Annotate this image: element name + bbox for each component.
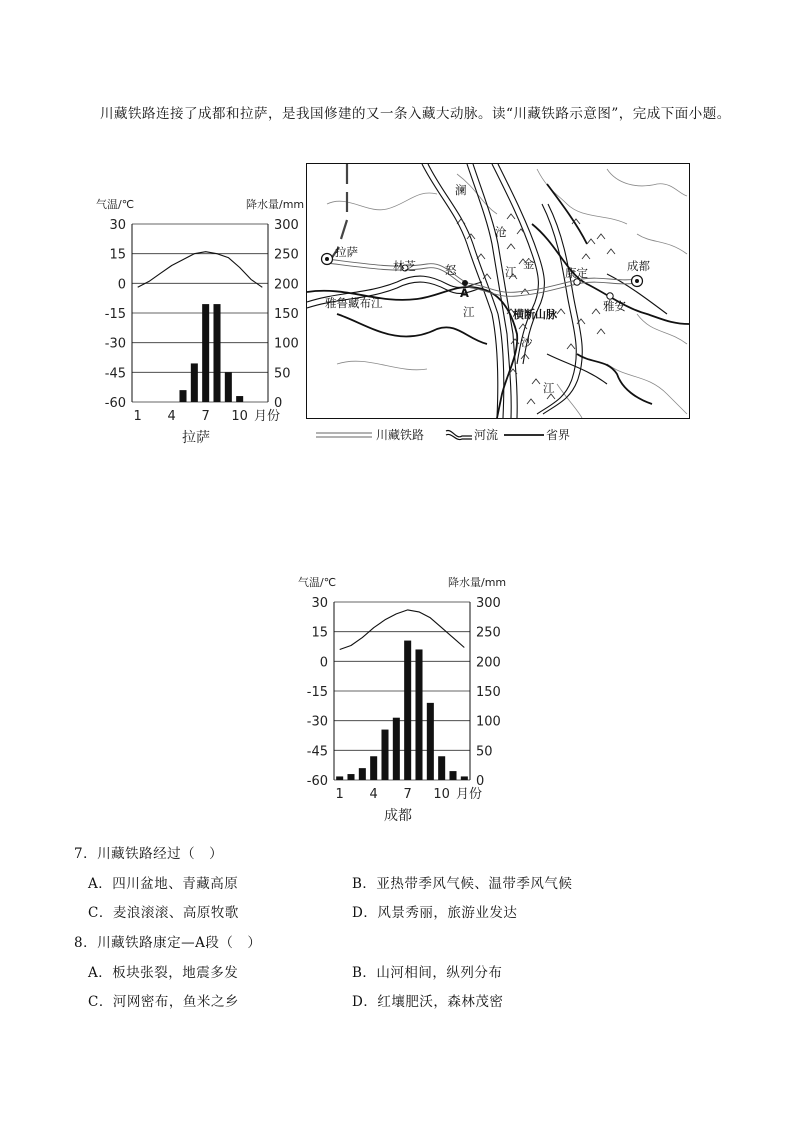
x-tick-label: 1 [335, 787, 344, 802]
left-axis-title: 气温/℃ [298, 576, 337, 589]
label-nu-2: 江 [463, 305, 475, 319]
label-jinsha-2: 沙 [521, 335, 533, 349]
right-tick-label: 150 [476, 685, 501, 700]
railway-map [306, 163, 690, 419]
x-tick-label: 10 [231, 409, 248, 424]
precipitation-bar [415, 649, 422, 780]
railway-legend-icon [316, 430, 372, 440]
legend-river-label: 河流 [474, 428, 499, 442]
left-tick-label: -30 [104, 336, 126, 352]
precipitation-bar [427, 703, 434, 780]
right-tick-label: 250 [476, 625, 501, 641]
precipitation-bar [202, 304, 209, 402]
label-lancang-2: 沧 [495, 225, 507, 239]
x-tick-label: 7 [201, 409, 210, 424]
legend-border-label: 省界 [546, 428, 571, 442]
question-8-option-b[interactable]: B．山河相间，纵列分布 [352, 965, 503, 981]
right-tick-label: 50 [274, 366, 291, 382]
question-7-stem: 7．川藏铁路经过（ ） [74, 846, 224, 862]
left-tick-label: -15 [306, 685, 328, 700]
precipitation-bar [404, 641, 411, 780]
left-tick-label: 0 [117, 277, 126, 293]
precipitation-bar [438, 756, 445, 780]
temperature-line [340, 610, 465, 650]
left-tick-label: -45 [306, 744, 328, 760]
x-axis-title: 月份 [456, 787, 483, 802]
right-tick-label: 300 [476, 596, 501, 611]
chart-title: 拉萨 [182, 430, 210, 446]
x-tick-label: 1 [133, 409, 142, 424]
label-kangding: 康定 [565, 266, 588, 280]
left-tick-label: 15 [311, 625, 328, 641]
left-tick-label: -60 [104, 396, 126, 411]
left-tick-label: 0 [319, 655, 328, 671]
x-tick-label: 10 [433, 787, 450, 802]
precipitation-bar [393, 718, 400, 780]
right-tick-label: 100 [476, 714, 501, 730]
right-tick-label: 100 [274, 336, 299, 352]
left-tick-label: -60 [306, 774, 328, 789]
map-legend [316, 426, 576, 443]
label-lancang-1: 澜 [455, 183, 467, 197]
lhasa-climate-svg [96, 192, 316, 452]
label-hengduan: 横断山脉 [513, 308, 557, 321]
x-tick-label: 4 [167, 409, 176, 424]
precipitation-bar [359, 768, 366, 780]
right-tick-label: 300 [274, 218, 299, 233]
railway-map-svg [307, 164, 689, 418]
right-axis-title: 降水量/mm [246, 198, 305, 211]
question-7-option-c[interactable]: C．麦浪滚滚、高原牧歌 [88, 905, 239, 921]
label-jinsha-3: 江 [543, 381, 555, 395]
left-tick-label: -45 [104, 366, 126, 382]
label-nu-1: 怒 [445, 263, 457, 277]
river-legend-icon [444, 428, 474, 442]
left-tick-label: 30 [311, 596, 328, 611]
question-8-option-a[interactable]: A．板块张裂，地震多发 [88, 965, 239, 981]
question-8-option-d[interactable]: D．红壤肥沃，森林茂密 [352, 994, 504, 1010]
precipitation-bar [213, 304, 220, 402]
question-7-option-d[interactable]: D．风景秀丽，旅游业发达 [352, 905, 518, 921]
question-7-option-b[interactable]: B．亚热带季风气候、温带季风气候 [352, 876, 573, 892]
border-legend-icon [504, 430, 544, 440]
right-tick-label: 0 [274, 396, 283, 411]
temperature-line [138, 252, 263, 288]
left-tick-label: -30 [306, 714, 328, 730]
right-tick-label: 250 [274, 247, 299, 263]
label-point-a: A [460, 286, 469, 300]
precipitation-bar [370, 756, 377, 780]
legend-railway-label: 川藏铁路 [376, 428, 425, 442]
chart-title: 成都 [384, 808, 412, 824]
intro-text: 川藏铁路连接了成都和拉萨，是我国修建的又一条入藏大动脉。读“川藏铁路示意图”，完成下面小题。 [100, 106, 731, 122]
right-tick-label: 200 [476, 655, 501, 671]
precipitation-bar [225, 372, 232, 402]
precipitation-bar [236, 396, 243, 402]
chengdu-climate-svg [298, 570, 518, 830]
right-tick-label: 200 [274, 277, 299, 293]
label-linzhi: 林芝 [393, 259, 416, 273]
x-tick-label: 4 [369, 787, 378, 802]
right-axis-title: 降水量/mm [448, 576, 507, 589]
lhasa-climate-chart [96, 192, 316, 452]
precipitation-bar [179, 390, 186, 402]
left-tick-label: 15 [109, 247, 126, 263]
precipitation-bar [191, 363, 198, 402]
left-axis-title: 气温/℃ [96, 198, 135, 211]
left-tick-label: -15 [104, 307, 126, 322]
precipitation-bar [449, 771, 456, 780]
precipitation-bar [336, 776, 343, 780]
x-axis-title: 月份 [254, 409, 281, 424]
question-8-stem: 8．川藏铁路康定—A段（ ） [74, 935, 262, 951]
label-lancang-3: 江 [505, 265, 517, 279]
right-tick-label: 150 [274, 307, 299, 322]
right-tick-label: 50 [476, 744, 493, 760]
precipitation-bar [347, 774, 354, 780]
chengdu-climate-chart [298, 570, 518, 830]
precipitation-bar [461, 776, 468, 780]
label-lhasa: 拉萨 [335, 245, 358, 259]
label-jinsha-1: 金 [523, 257, 535, 271]
question-7-option-a[interactable]: A．四川盆地、青藏高原 [88, 876, 239, 892]
label-yaan: 雅安 [603, 299, 626, 313]
label-yarlung: 雅鲁藏布江 [325, 296, 383, 310]
left-tick-label: 30 [109, 218, 126, 233]
right-tick-label: 0 [476, 774, 485, 789]
label-chengdu: 成都 [627, 259, 650, 273]
x-tick-label: 7 [403, 787, 412, 802]
precipitation-bar [381, 730, 388, 780]
question-8-option-c[interactable]: C．河网密布，鱼米之乡 [88, 994, 239, 1010]
